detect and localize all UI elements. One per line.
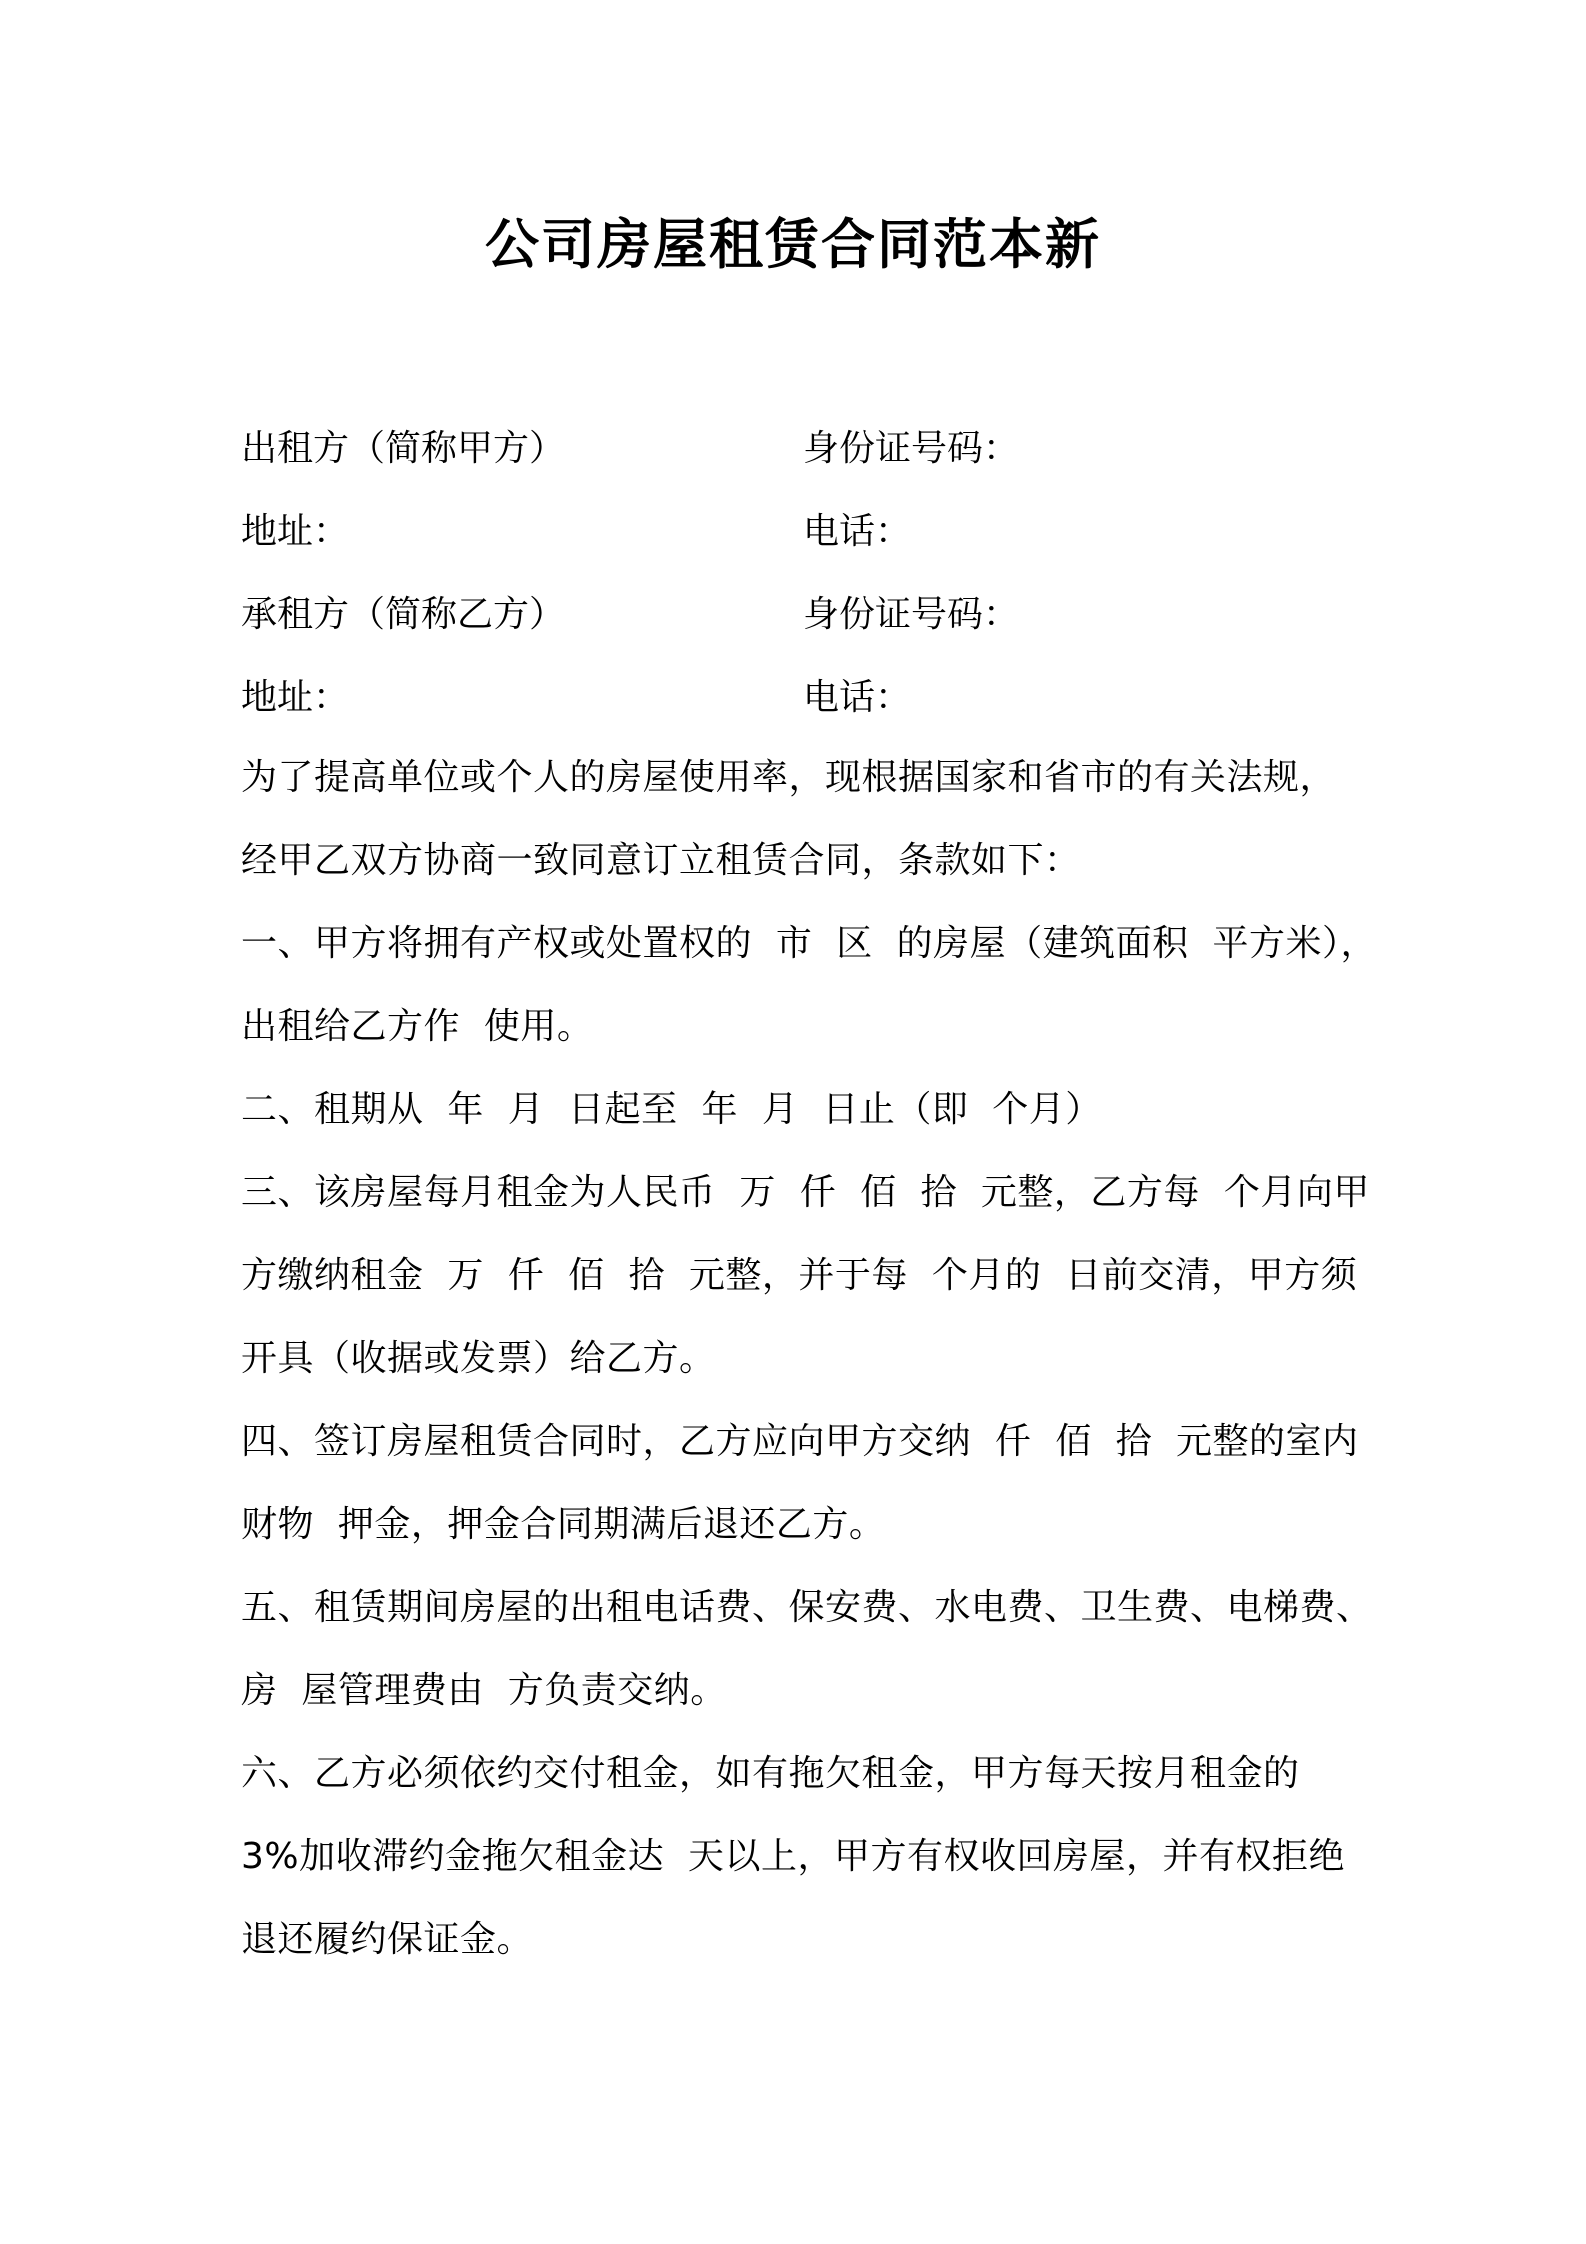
lessee-label: 承租方（简称乙方） bbox=[241, 594, 566, 635]
clause-3-line: 开具（收据或发票）给乙方。 bbox=[241, 1338, 716, 1379]
document-title: 公司房屋租赁合同范本新 bbox=[485, 213, 1101, 276]
contract-body bbox=[241, 736, 1378, 1981]
lessor-id-label: 身份证号码： bbox=[803, 428, 1020, 469]
body-line: 为了提高单位或个人的房屋使用率，现根据国家和省市的有关法规， bbox=[241, 757, 1337, 798]
clause-3-line: 方缴纳租金 万 仟 佰 拾 元整，并于每 个月的 日前交清，甲方须 bbox=[241, 1255, 1358, 1296]
clause-4-line: 财物 押金，押金合同期满后退还乙方。 bbox=[241, 1504, 886, 1545]
body-line: 经甲乙双方协商一致同意订立租赁合同，条款如下： bbox=[241, 840, 1081, 881]
clause-6-line: 3%加收滞约金拖欠租金达 天以上，甲方有权收回房屋，并有权拒绝 bbox=[241, 1836, 1345, 1877]
clause-1-line: 一、甲方将拥有产权或处置权的 市 区 的房屋（建筑面积 平方米）， bbox=[241, 923, 1378, 964]
party-info bbox=[241, 404, 1361, 736]
lessor-phone-label: 电话： bbox=[803, 511, 912, 552]
lessee-address-label: 地址： bbox=[241, 677, 350, 718]
lessor-label: 出租方（简称甲方） bbox=[241, 428, 566, 469]
clause-3-line: 三、该房屋每月租金为人民币 万 仟 佰 拾 元整，乙方每 个月向甲 bbox=[241, 1172, 1370, 1213]
clause-5-line: 五、租赁期间房屋的出租电话费、保安费、水电费、卫生费、电梯费、 bbox=[241, 1587, 1373, 1628]
lessor-row bbox=[241, 404, 1361, 487]
clause-6-line: 六、乙方必须依约交付租金，如有拖欠租金，甲方每天按月租金的 bbox=[241, 1753, 1300, 1794]
lessee-row bbox=[241, 570, 1361, 653]
lessor-address-label: 地址： bbox=[241, 511, 350, 552]
lessee-phone-label: 电话： bbox=[803, 677, 912, 718]
clause-1-line: 出租给乙方作 使用。 bbox=[241, 1006, 594, 1047]
lessee-id-label: 身份证号码： bbox=[803, 594, 1020, 635]
clause-5-line: 房 屋管理费由 方负责交纳。 bbox=[241, 1670, 727, 1711]
clause-2-line: 二、租期从 年 月 日起至 年 月 日止（即 个月） bbox=[241, 1089, 1102, 1130]
clause-6-line: 退还履约保证金。 bbox=[241, 1919, 534, 1960]
lessor-address-row bbox=[241, 487, 1361, 570]
lessee-address-row bbox=[241, 653, 1361, 736]
clause-4-line: 四、签订房屋租赁合同时，乙方应向甲方交纳 仟 佰 拾 元整的室内 bbox=[241, 1421, 1359, 1462]
